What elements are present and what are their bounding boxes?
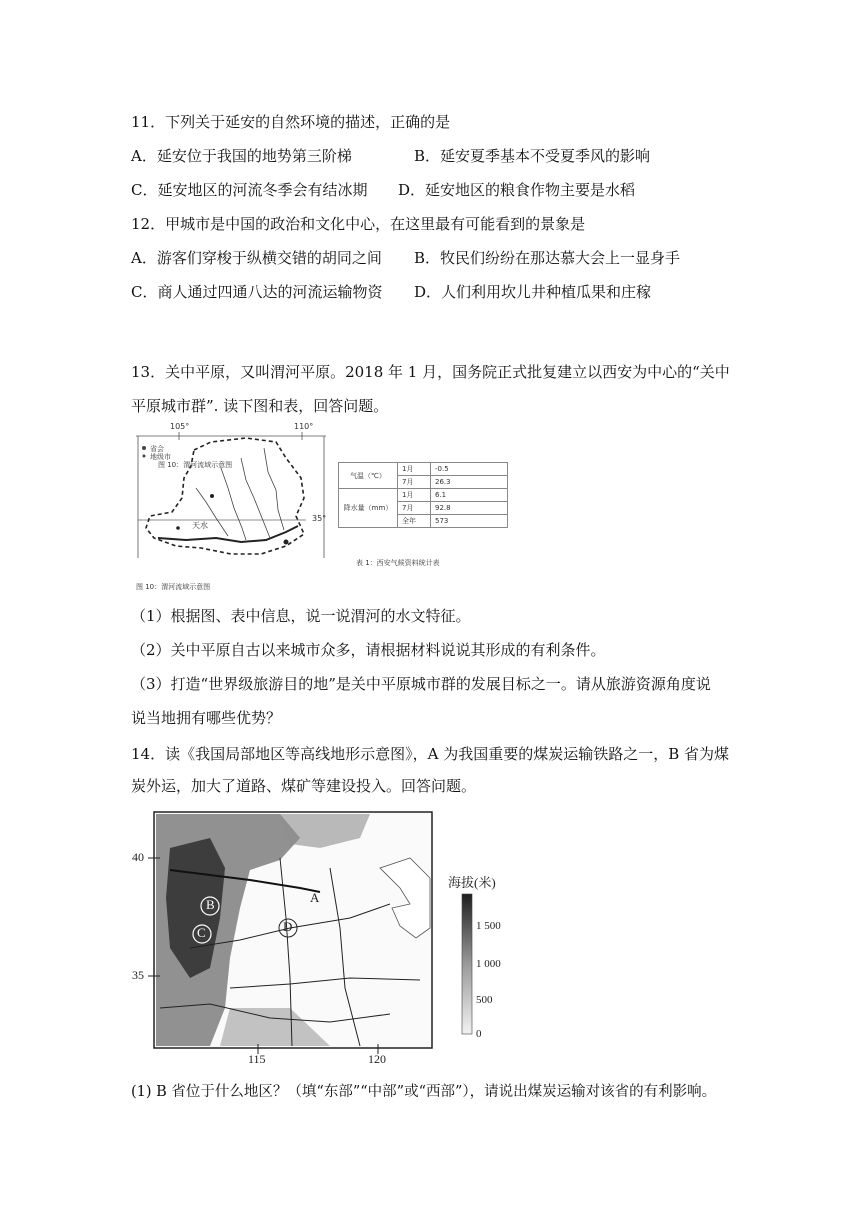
map-lat-35: 35° [312,514,327,523]
table-value: 6.1 [431,489,508,502]
legend-city: 地级市 [150,453,171,461]
city-label-tianshui: 天水 [192,521,208,530]
legend-tick-1000: 1 000 [476,958,501,970]
q11-stem: 11．下列关于延安的自然环境的描述，正确的是 [131,113,451,131]
lon-120-label: 120 [368,1052,386,1066]
legend-city-symbol [143,455,146,458]
q12-option-b: B．牧民们纷纷在那达慕大会上一显身手 [414,249,681,267]
table-month: 全年 [398,515,431,528]
q12-option-d: D．人们利用坎儿井种植瓜果和庄稼 [414,283,652,301]
topographic-map [130,808,510,1068]
city-dot [176,526,180,530]
legend-capital: 省会 [150,445,164,453]
tributary [221,468,246,540]
city-dot [210,494,214,498]
map-lon-105: 105° [170,422,190,431]
q12-option-a: A．游客们穿梭于纵横交错的胡同之间 [131,249,382,267]
q13-stem-line2: 平原城市群”. 读下图和表，回答问题。 [131,397,389,415]
precip-label: 降水量（mm） [339,489,398,528]
lat-40-label: 40 [132,850,144,864]
q13-sub3-line1: （3）打造“世界级旅游目的地”是关中平原城市群的发展目标之一。请从旅游资源角度说 [131,675,711,693]
legend-title: 海拔(米) [448,875,496,890]
tributary [241,458,270,538]
q13-stem-line1: 13．关中平原，又叫渭河平原。2018 年 1 月，国务院正式批复建立以西安为中心的“关中 [131,363,730,381]
q14-stem-line2: 炭外运，加大了道路、煤矿等建设投入。回答问题。 [131,777,477,795]
label-d: D [283,919,293,934]
q14-sub1: (1) B 省位于什么地区？（填“东部”“中部”或“西部”），请说出煤炭运输对该省的有利影响。 [131,1084,717,1100]
climate-table-wrap [338,462,508,528]
legend-tick-500: 500 [476,994,493,1006]
table-value: 573 [431,515,508,528]
q13-sub1: （1）根据图、表中信息，说一说渭河的水文特征。 [131,607,471,625]
table-caption: 表 1：西安气候资料统计表 [356,559,440,567]
topographic-map-svg [130,808,510,1068]
weihe-basin-map [136,422,327,578]
q14-stem-line1: 14．读《我国局部地区等高线地形示意图》，A 为我国重要的煤炭运输铁路之一，B 省为煤 [131,745,729,763]
map-inset-title: 图 10：渭河流域示意图 [158,461,233,469]
table-month: 1月 [398,489,431,502]
table-value: 26.3 [431,476,508,489]
legend-capital-symbol [142,446,146,450]
q12-option-c: C．商人通过四通八达的河流运输物资 [131,283,383,301]
tributary [264,448,284,530]
q11-option-c: C．延安地区的河流冬季会有结冰期 [131,181,368,199]
q11-option-b: B．延安夏季基本不受夏季风的影响 [414,147,651,165]
city-dot [284,540,289,545]
q11-option-a: A．延安位于我国的地势第三阶梯 [131,147,352,165]
q11-option-d: D．延安地区的粮食作物主要是水稻 [398,181,636,199]
q13-sub3-line2: 说当地拥有哪些优势？ [131,709,282,727]
table-month: 7月 [398,476,431,489]
label-b: B [206,897,215,912]
lat-35-label: 35 [132,968,144,982]
q12-stem: 12．甲城市是中国的政治和文化中心，在这里最有可能看到的景象是 [131,215,586,233]
temp-label: 气温（℃） [339,463,398,489]
map-lon-110: 110° [294,422,314,431]
table-value: -0.5 [431,463,508,476]
legend-tick-0: 0 [476,1028,482,1040]
climate-table [338,462,508,528]
table-month: 7月 [398,502,431,515]
map-caption: 图 10：渭河流域示意图 [136,583,211,591]
label-a: A [310,890,320,905]
q13-sub2: （2）关中平原自古以来城市众多，请根据材料说说其形成的有利条件。 [131,641,606,659]
label-c: C [197,925,206,940]
elevation-legend-bar [462,894,472,1034]
lon-115-label: 115 [248,1052,266,1066]
weihe-basin-svg [136,428,326,578]
legend-tick-1500: 1 500 [476,920,501,932]
table-value: 92.8 [431,502,508,515]
table-month: 1月 [398,463,431,476]
